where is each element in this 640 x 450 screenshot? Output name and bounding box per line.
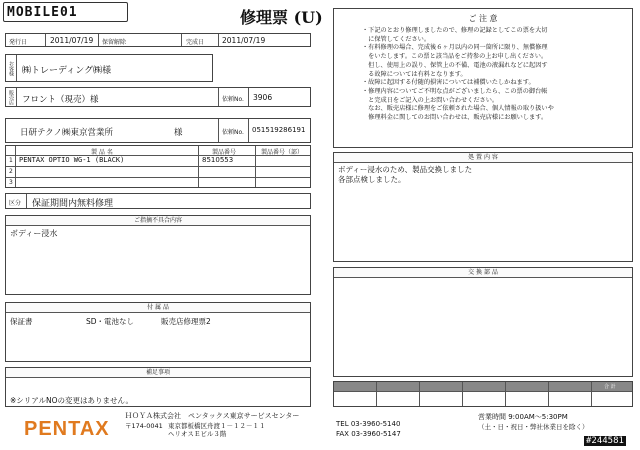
products-table <box>5 145 311 188</box>
category-box <box>5 193 311 209</box>
footer-postal: 〒174-0041 <box>125 422 163 430</box>
notice-line: ・有料修理の場合、完成後６ヶ月以内の同一箇所に限り、無償修理 <box>362 44 548 52</box>
customer-box <box>5 54 213 82</box>
store-code-label: 依頼No. <box>222 96 244 103</box>
dates-row <box>5 33 311 47</box>
accessory-item-3: 販売店修理票2 <box>161 317 211 326</box>
footer-address1: 東京都板橋区舟渡１－１２－１１ <box>168 422 266 430</box>
notes-box <box>5 367 311 407</box>
notice-line: 修理料金に関してのお問い合わせは、販売店様にお願いします。 <box>362 114 548 122</box>
disposition-box <box>333 152 633 262</box>
exchange-box <box>333 267 633 377</box>
notice-line: 但し、使用上の誤り、保管上の不備、電池の液漏れなどに起因す <box>362 61 548 69</box>
issue-date-label: 発行日 <box>9 39 28 46</box>
symptom-box <box>5 215 311 295</box>
footer-address2: ヘリオスＥビル３階 <box>168 430 227 438</box>
agent-name: 日研テクノ㈱東京営業所 <box>20 128 113 138</box>
notice-title: ご 注 意 <box>468 14 498 23</box>
totals-grid <box>333 381 633 407</box>
total-label: 合 計 <box>604 384 616 390</box>
exchange-header: 交 換 部 品 <box>334 268 632 278</box>
notes-text: ※シリアルNOの変更はありません。 <box>10 396 133 405</box>
disposition-line: ボディー浸水のため、製品交換しました <box>338 165 473 174</box>
col-part: 製品番号（部） <box>261 149 304 156</box>
accessories-box <box>5 302 311 362</box>
store-side-label: 販売店 <box>6 88 17 106</box>
accessory-item-1: 保証書 <box>10 317 33 326</box>
payment-label: 保留解除 <box>102 39 127 46</box>
notice-lines <box>362 27 554 123</box>
form-title: 修理票 (U) <box>240 8 323 27</box>
notice-box <box>333 8 633 148</box>
pentax-brand: PENTAX <box>24 418 110 440</box>
table-row-1-name: PENTAX OPTIO WG-1 (BLACK) <box>19 156 125 164</box>
table-row-2-no: 2 <box>9 168 13 175</box>
footer-tel: TEL 03-3960-5140 <box>336 420 401 428</box>
footer-fax: FAX 03-3960-5147 <box>336 430 401 438</box>
table-row-1-no: 1 <box>9 157 13 164</box>
store-box <box>5 87 311 107</box>
complete-date: 2011/07/19 <box>222 36 266 45</box>
notice-line: と完成日をご記入の上お問い合わせください。 <box>362 96 499 104</box>
complete-date-label: 完成日 <box>186 39 205 46</box>
notice-line: ・下記のとおり修理しましたので、修理の記録としてこの票を大切 <box>362 27 548 34</box>
symptom-header: ご指摘不具合内容 <box>6 216 310 226</box>
accessory-item-2: SD・電池なし <box>86 317 135 326</box>
col-product-name: 製 品 名 <box>91 149 113 156</box>
table-row-3-no: 3 <box>9 179 13 186</box>
notice-line: る故障については有料となります。 <box>362 70 467 78</box>
category-label: 区分 <box>9 200 22 207</box>
notice-line: ・修理内容についてご不明な点がございましたら、この票の御台帳 <box>362 87 548 95</box>
notes-header: 補足事項 <box>6 368 310 378</box>
notice-line: をいたします。この票と該当品をご持参の上お申し出ください。 <box>362 53 548 61</box>
notice-line: ・故障に起因する付随的損害については補償いたしかねます。 <box>362 79 535 87</box>
agent-honorific: 様 <box>174 128 183 138</box>
mobile01-logo <box>3 2 128 22</box>
agent-box <box>5 118 311 143</box>
category-value: 保証期間内無料修理 <box>32 199 114 209</box>
footer-company: ＨＯＹＡ株式会社 ペンタックス東京サービスセンター <box>125 412 300 420</box>
issue-date: 2011/07/19 <box>50 36 94 45</box>
footer-hours: 営業時間 9:00AM～5:30PM <box>478 413 568 421</box>
agent-code-label: 依頼No. <box>222 129 244 136</box>
customer-side-label: お客様 <box>6 55 17 81</box>
notice-line: なお、販売店様に修理をご依頼された場合、個人情報の取り扱いや <box>362 105 554 113</box>
post-id-watermark: #244581 <box>586 436 624 446</box>
store-name: フロント（現売）様 <box>22 95 99 105</box>
customer-name: ㈱トレーディング㈱様 <box>22 66 112 76</box>
store-code: 3906 <box>253 93 273 102</box>
table-row-1-serial: 8510553 <box>202 156 234 164</box>
symptom-text: ボディー浸水 <box>10 229 58 238</box>
disposition-header: 処 置 内 容 <box>334 153 632 163</box>
accessories-header: 付 属 品 <box>6 303 310 313</box>
notice-line: に保管してください。 <box>362 35 431 43</box>
disposition-line: 各部点検しました。 <box>338 175 406 184</box>
agent-code: 051519286191 <box>252 126 306 134</box>
col-serial: 製品番号 <box>212 149 237 156</box>
footer-closed: （土・日・祝日・弊社休業日を除く） <box>478 423 589 431</box>
logo-text: MOBILE01 <box>7 5 78 20</box>
